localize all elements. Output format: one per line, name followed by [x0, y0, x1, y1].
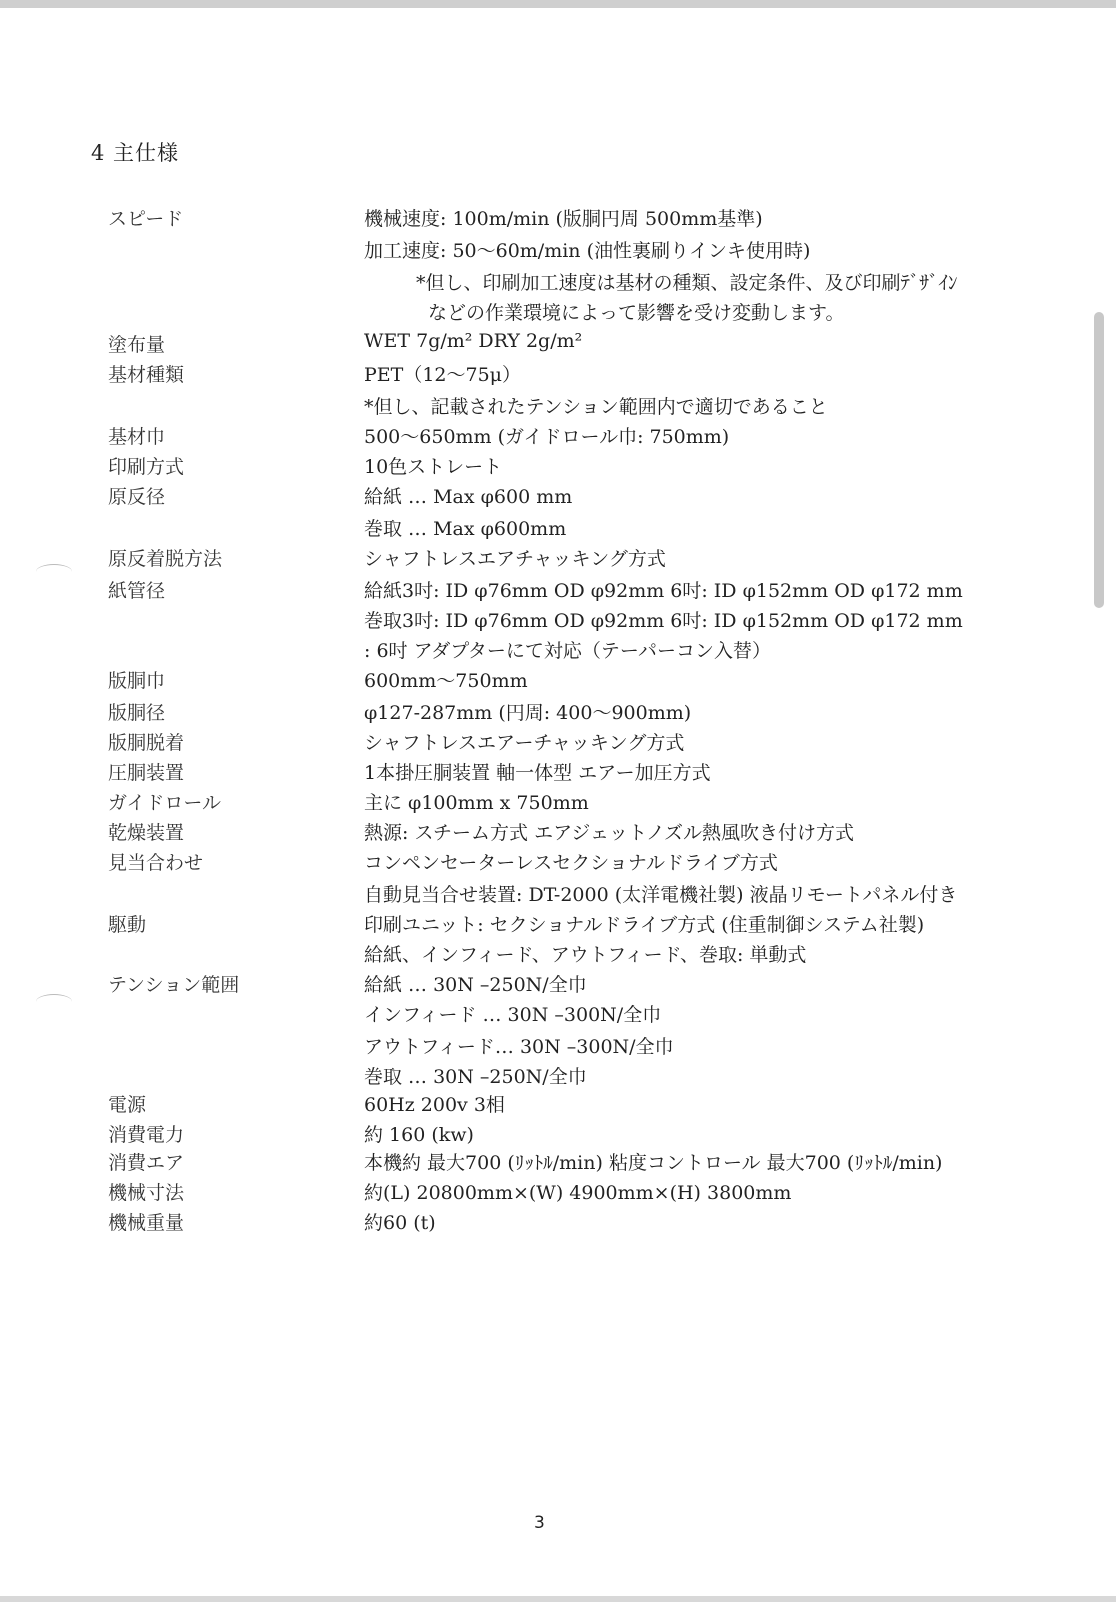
- spec-value: 給紙 … 30N –250N/全巾: [364, 974, 587, 996]
- spec-value: コンペンセーターレスセクショナルドライブ方式: [364, 852, 778, 874]
- spec-value: シャフトレスエアーチャッキング方式: [364, 732, 685, 754]
- spec-value: 印刷ユニット: セクショナルドライブ方式 (住重制御システム社製): [364, 914, 925, 936]
- spec-row: [0, 666, 1100, 696]
- spec-value: 約60 (t): [364, 1212, 436, 1234]
- spec-label: 機械寸法: [108, 1182, 185, 1204]
- spec-label: 版胴脱着: [108, 732, 185, 754]
- spec-label: 消費エア: [108, 1152, 185, 1174]
- spec-row: [0, 758, 1100, 788]
- spec-label: 原反径: [108, 486, 166, 508]
- spec-value: 熱源: スチーム方式 エアジェットノズル熱風吹き付け方式: [364, 822, 855, 844]
- spec-row: [0, 514, 1100, 544]
- spec-row: [0, 392, 1100, 422]
- spec-row: [0, 482, 1100, 512]
- spec-row: [0, 268, 1100, 298]
- scrollbar-thumb[interactable]: [1094, 312, 1104, 608]
- spec-value: 巻取3吋: ID φ76mm OD φ92mm 6吋: ID φ152mm OD φ172 mm: [364, 610, 963, 632]
- spec-label: 基材種類: [108, 364, 185, 386]
- spec-label: 紙管径: [108, 580, 166, 602]
- spec-value: 500〜650mm (ガイドロール巾: 750mm): [364, 426, 730, 448]
- spec-value: φ127-287mm (円周: 400〜900mm): [364, 702, 692, 724]
- spec-row: [0, 1090, 1100, 1120]
- spec-value: などの作業環境によって影響を受け変動します。: [428, 302, 845, 324]
- spec-row: [0, 818, 1100, 848]
- spec-label: スピード: [108, 208, 184, 230]
- spec-row: [0, 422, 1100, 452]
- spec-value: 巻取 … 30N –250N/全巾: [364, 1066, 587, 1088]
- spec-row: [0, 236, 1100, 266]
- spec-row: [0, 1032, 1100, 1062]
- spec-row: [0, 940, 1100, 970]
- spec-label: 塗布量: [108, 334, 166, 356]
- spec-label: 版胴巾: [108, 670, 166, 692]
- spec-value: 給紙 … Max φ600 mm: [364, 486, 573, 508]
- spec-label: 乾燥装置: [108, 822, 185, 844]
- spec-value: 給紙、インフィード、アウトフィード、巻取: 単動式: [364, 944, 807, 966]
- spec-label: 電源: [108, 1094, 147, 1116]
- spec-value: 自動見当合せ装置: DT-2000 (太洋電機社製) 液晶リモートパネル付き: [364, 884, 958, 906]
- spec-row: [0, 360, 1100, 390]
- spec-row: [0, 1148, 1100, 1178]
- page-number: 3: [534, 1513, 545, 1533]
- spec-value: 機械速度: 100m/min (版胴円周 500mm基準): [364, 208, 763, 230]
- spec-row: [0, 880, 1100, 910]
- spec-row: [0, 1178, 1100, 1208]
- spec-row: [0, 788, 1100, 818]
- spec-row: [0, 330, 1100, 360]
- spec-row: [0, 970, 1100, 1000]
- spec-value: 60Hz 200v 3相: [364, 1094, 505, 1116]
- spec-row: [0, 544, 1100, 574]
- spec-value: WET 7g/m² DRY 2g/m²: [364, 330, 583, 352]
- spec-value: 給紙3吋: ID φ76mm OD φ92mm 6吋: ID φ152mm OD φ172 mm: [364, 580, 963, 602]
- spec-value: 主に φ100mm x 750mm: [364, 792, 589, 814]
- spec-row: [0, 636, 1100, 666]
- spec-row: [0, 698, 1100, 728]
- spec-row: [0, 1120, 1100, 1150]
- spec-label: 原反着脱方法: [108, 548, 223, 570]
- spec-label: 版胴径: [108, 702, 166, 724]
- spec-value: 1本掛圧胴装置 軸一体型 エアー加圧方式: [364, 762, 711, 784]
- spec-label: 見当合わせ: [108, 852, 204, 874]
- spec-row: [0, 452, 1100, 482]
- spec-value: PET（12〜75μ）: [364, 364, 522, 386]
- spec-value: アウトフィード… 30N –300N/全巾: [364, 1036, 674, 1058]
- spec-value: インフィード … 30N –300N/全巾: [364, 1004, 662, 1026]
- spec-value: シャフトレスエアチャッキング方式: [364, 548, 666, 570]
- spec-value: 本機約 最大700 (ﾘｯﾄﾙ/min) 粘度コントロール 最大700 (ﾘｯﾄﾙ/min): [364, 1152, 943, 1174]
- spec-row: [0, 1000, 1100, 1030]
- spec-label: テンション範囲: [108, 974, 240, 996]
- spec-value: 10色ストレート: [364, 456, 503, 478]
- spec-value: 約(L) 20800mm×(W) 4900mm×(H) 3800mm: [364, 1182, 792, 1204]
- document-page: [0, 8, 1100, 1596]
- spec-value: *但し、印刷加工速度は基材の種類、設定条件、及び印刷ﾃﾞｻﾞｲﾝ: [416, 272, 958, 294]
- spec-row: [0, 204, 1100, 234]
- spec-row: [0, 1208, 1100, 1238]
- spec-value: 約 160 (kw): [364, 1124, 474, 1146]
- spec-label: ガイドロール: [108, 792, 222, 814]
- bottom-border: [0, 1596, 1116, 1602]
- spec-value: 加工速度: 50〜60m/min (油性裏刷りインキ使用時): [364, 240, 811, 262]
- spec-row: [0, 910, 1100, 940]
- spec-label: 駆動: [108, 914, 147, 936]
- spec-label: 消費電力: [108, 1124, 185, 1146]
- section-title: 4 主仕様: [91, 141, 180, 165]
- spec-value: 巻取 … Max φ600mm: [364, 518, 567, 540]
- spec-row: [0, 1062, 1100, 1092]
- spec-label: 機械重量: [108, 1212, 185, 1234]
- spec-value: 600mm〜750mm: [364, 670, 528, 692]
- spec-row: [0, 728, 1100, 758]
- spec-row: [0, 606, 1100, 636]
- spec-label: 圧胴装置: [108, 762, 185, 784]
- spec-row: [0, 298, 1100, 328]
- spec-label: 基材巾: [108, 426, 166, 448]
- spec-value: : 6吋 アダプターにて対応（テーパーコン入替）: [364, 640, 771, 662]
- spec-label: 印刷方式: [108, 456, 185, 478]
- top-border: [0, 0, 1116, 8]
- spec-row: [0, 576, 1100, 606]
- spec-row: [0, 848, 1100, 878]
- spec-value: *但し、記載されたテンション範囲内で適切であること: [364, 396, 828, 418]
